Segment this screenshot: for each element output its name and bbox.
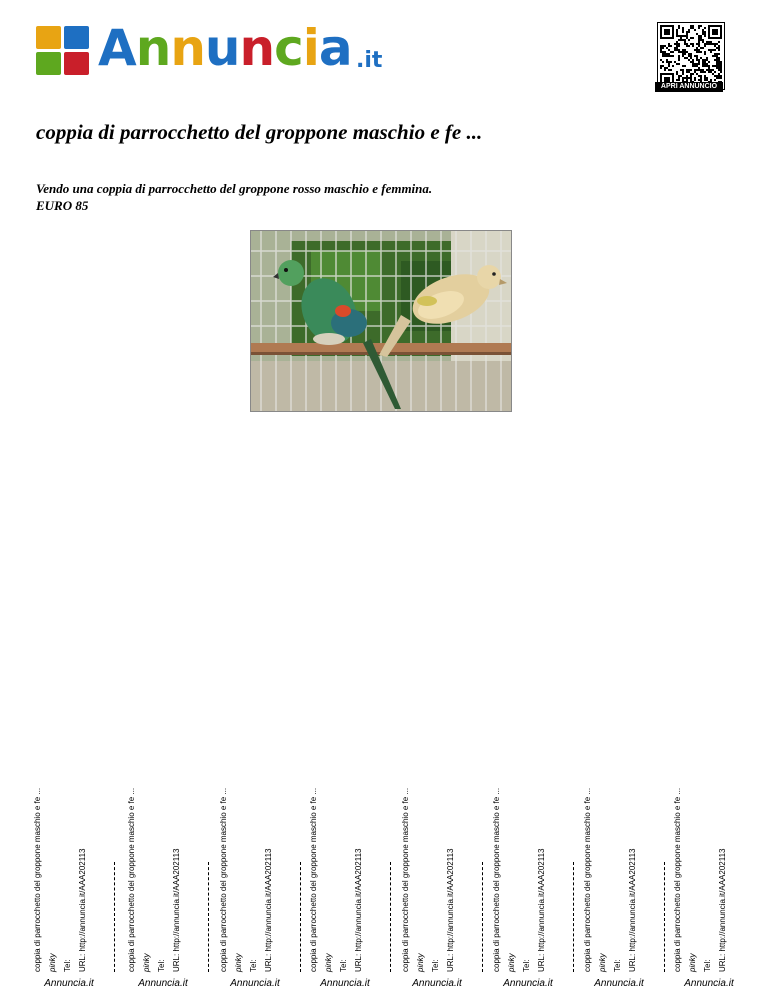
tear-strip-contact: pinky — [688, 953, 697, 972]
tear-strip-brand: Annuncia.it — [138, 978, 188, 989]
tear-strip-title: coppia di parrocchetto del groppone maschio e fe ... — [492, 787, 501, 972]
tear-strip-brand: Annuncia.it — [320, 978, 370, 989]
tear-strip[interactable] — [580, 732, 658, 989]
tear-strip-title: coppia di parrocchetto del groppone maschio e fe ... — [401, 787, 410, 972]
logo-letter: n — [239, 19, 275, 77]
tear-strip-contact: pinky — [507, 953, 516, 972]
cut-line — [208, 862, 209, 972]
tear-strip-tel: Tel: — [522, 959, 531, 972]
tear-strip-text — [124, 732, 202, 972]
tear-strip-title: coppia di parrocchetto del groppone maschio e fe ... — [33, 787, 42, 972]
logo-letter: n — [135, 19, 171, 77]
logo-letter: c — [274, 19, 303, 77]
tear-strip-title: coppia di parrocchetto del groppone maschio e fe ... — [219, 787, 228, 972]
logo-wordmark — [98, 18, 352, 78]
logo-letter: A — [98, 19, 136, 77]
cut-line — [390, 862, 391, 972]
tear-strip-url: URL: http://annuncia.it/AAA202113 — [718, 848, 727, 972]
cut-line — [300, 862, 301, 972]
tear-strip-contact: pinky — [234, 953, 243, 972]
tear-strip-title: coppia di parrocchetto del groppone maschio e fe ... — [673, 787, 682, 972]
tear-strip-tel: Tel: — [249, 959, 258, 972]
tear-strip[interactable] — [398, 732, 476, 989]
tear-strip-tel: Tel: — [63, 959, 72, 972]
tear-strip-title: coppia di parrocchetto del groppone maschio e fe ... — [309, 787, 318, 972]
tear-strip-contact: pinky — [598, 953, 607, 972]
tear-strip-text — [30, 732, 108, 972]
cut-line — [114, 862, 115, 972]
tear-strip-contact: pinky — [324, 953, 333, 972]
logo-letter: a — [318, 19, 352, 77]
tear-strip-url: URL: http://annuncia.it/AAA202113 — [446, 848, 455, 972]
tear-strip-tel: Tel: — [613, 959, 622, 972]
tear-strip[interactable] — [124, 732, 202, 989]
ad-photo — [250, 230, 512, 412]
tear-strip-brand: Annuncia.it — [412, 978, 462, 989]
logo-letter: n — [170, 19, 205, 77]
logo-letter: i — [302, 19, 319, 77]
logo-letter: u — [204, 19, 240, 77]
tear-strip-title: coppia di parrocchetto del groppone maschio e fe ... — [127, 787, 136, 972]
tear-strip-text — [580, 732, 658, 972]
tear-strip[interactable] — [216, 732, 294, 989]
tear-strip-contact: pinky — [142, 953, 151, 972]
tear-strip-url: URL: http://annuncia.it/AAA202113 — [537, 848, 546, 972]
tear-strip-text — [670, 732, 748, 972]
tear-strip[interactable] — [306, 732, 384, 989]
tear-strip[interactable] — [670, 732, 748, 989]
description-line: Vendo una coppia di parrocchetto del groppone rosso maschio e femmina. — [36, 181, 433, 196]
tear-strip-text — [216, 732, 294, 972]
tear-strip-tel: Tel: — [339, 959, 348, 972]
logo-tld: .it — [356, 48, 383, 73]
tear-strip-text — [398, 732, 476, 972]
tear-strip[interactable] — [30, 732, 108, 989]
cut-line — [482, 862, 483, 972]
tear-strip-url: URL: http://annuncia.it/AAA202113 — [78, 848, 87, 972]
annuncia-logo — [36, 19, 396, 82]
tear-strip-text — [489, 732, 567, 972]
tear-strip-brand: Annuncia.it — [44, 978, 94, 989]
tear-strip-text — [306, 732, 384, 972]
qr-label[interactable]: APRI ANNUNCIO — [655, 82, 723, 92]
tear-strip-contact: pinky — [48, 953, 57, 972]
qr-code[interactable] — [657, 22, 725, 90]
ad-description — [36, 180, 432, 214]
tear-strip-url: URL: http://annuncia.it/AAA202113 — [172, 848, 181, 972]
ad-title: coppia di parrocchetto del groppone maschio e fe ... — [36, 120, 483, 144]
parrots-photo-image — [251, 231, 511, 411]
tear-strip-url: URL: http://annuncia.it/AAA202113 — [354, 848, 363, 972]
tear-strip-brand: Annuncia.it — [594, 978, 644, 989]
tear-strip[interactable] — [489, 732, 567, 989]
logo-squares-icon — [36, 26, 92, 78]
cut-line — [573, 862, 574, 972]
tear-strip-tel: Tel: — [703, 959, 712, 972]
tear-strip-brand: Annuncia.it — [503, 978, 553, 989]
tear-strip-brand: Annuncia.it — [684, 978, 734, 989]
tear-strip-brand: Annuncia.it — [230, 978, 280, 989]
tear-strip-title: coppia di parrocchetto del groppone maschio e fe ... — [583, 787, 592, 972]
tear-strip-contact: pinky — [416, 953, 425, 972]
cut-line — [664, 862, 665, 972]
tear-strip-url: URL: http://annuncia.it/AAA202113 — [628, 848, 637, 972]
tear-strip-url: URL: http://annuncia.it/AAA202113 — [264, 848, 273, 972]
tear-strip-tel: Tel: — [157, 959, 166, 972]
price-line: EURO 85 — [36, 198, 89, 213]
tear-strip-tel: Tel: — [431, 959, 440, 972]
qr-code-icon — [660, 25, 722, 87]
